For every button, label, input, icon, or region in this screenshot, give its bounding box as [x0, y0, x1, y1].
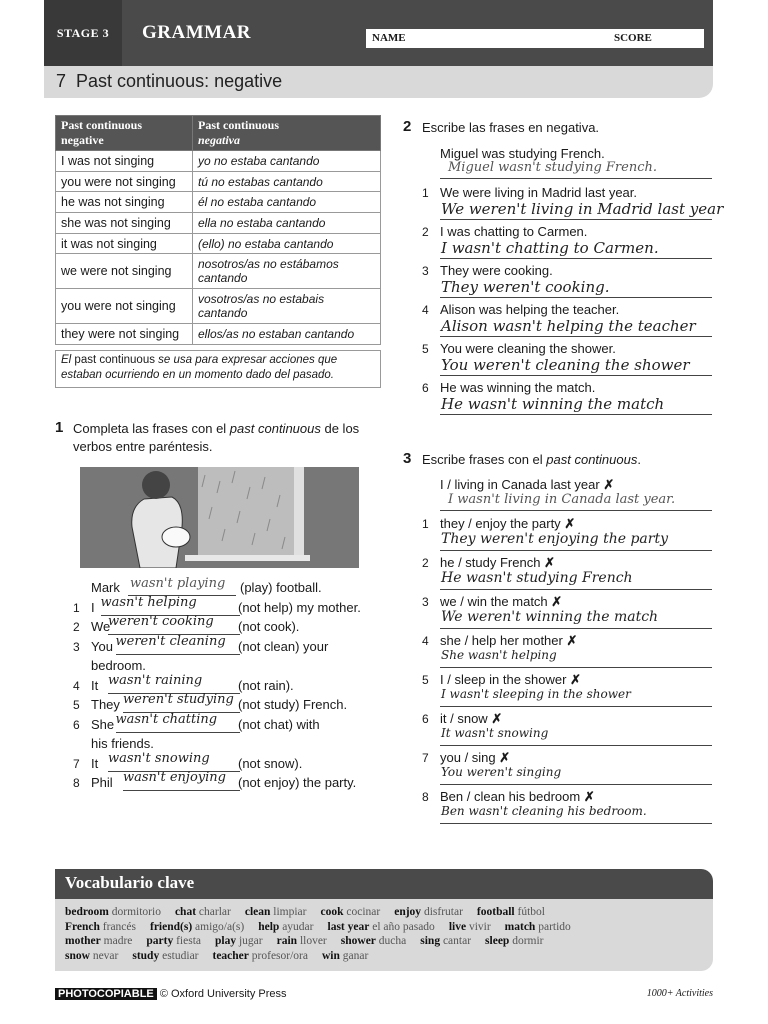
- spanish-form: yo no estaba cantando: [193, 151, 381, 172]
- vocab-word: play: [215, 935, 237, 948]
- handwritten-answer: wasn't helping: [100, 595, 197, 610]
- answer-line[interactable]: [440, 667, 712, 668]
- prompt-text: I / sleep in the shower: [440, 672, 567, 687]
- item-number: 3: [422, 595, 429, 609]
- vocab-word: help: [258, 920, 280, 933]
- grammar-table-header-es: [193, 116, 381, 151]
- vocab-word: snow: [65, 949, 90, 962]
- prompt-text: Ben / clean his bedroom: [440, 789, 581, 804]
- exercise-2-number: 2: [403, 118, 412, 135]
- handwritten-answer: wasn't raining: [108, 673, 203, 688]
- boy-at-rainy-window-illustration: [80, 467, 359, 568]
- english-form: she was not singing: [56, 213, 193, 234]
- stage-label: STAGE 3: [44, 0, 122, 66]
- name-label: NAME: [372, 32, 406, 44]
- note-text: El: [61, 354, 75, 366]
- table-row: [56, 324, 381, 345]
- prompt-text: I / living in Canada last year: [440, 477, 600, 492]
- instruction-text: .: [637, 452, 641, 467]
- vocab-translation: ganar: [342, 949, 369, 962]
- item-hint: (not chat) with: [238, 717, 320, 732]
- vocab-translation: charlar: [198, 906, 231, 918]
- answer-line[interactable]: [440, 784, 712, 785]
- table-row: [56, 192, 381, 213]
- item-prompt: We were living in Madrid last year.: [440, 185, 638, 200]
- item-prompt: [440, 672, 581, 688]
- item-number: 2: [422, 225, 429, 239]
- answer-blank[interactable]: [116, 654, 241, 655]
- section-number: 7: [56, 71, 67, 91]
- item-continuation: his friends.: [91, 736, 154, 751]
- handwritten-answer: You weren't singing: [441, 765, 562, 779]
- item-number: 4: [422, 634, 429, 648]
- spanish-form: (ello) no estaba cantando: [193, 233, 381, 254]
- vocab-word: match: [504, 920, 536, 933]
- exercise-1-instruction: [73, 420, 363, 456]
- example-hint: (play) football.: [240, 580, 322, 595]
- prompt-text: you / sing: [440, 750, 496, 765]
- answer-line[interactable]: [440, 375, 712, 376]
- grammar-note: [55, 350, 381, 388]
- vocab-word: enjoy: [394, 906, 422, 918]
- item-prompt: [440, 555, 555, 571]
- item-continuation: bedroom.: [91, 658, 146, 673]
- example-prompt: Miguel was studying French.: [440, 146, 605, 161]
- item-prompt: He was winning the match.: [440, 380, 596, 395]
- item-number: 5: [422, 673, 429, 687]
- cross-mark-icon: ✗: [583, 789, 595, 804]
- answer-line[interactable]: [440, 628, 712, 629]
- cross-mark-icon: ✗: [491, 711, 503, 726]
- vocab-word: cook: [320, 906, 344, 918]
- instruction-term: past continuous: [229, 421, 321, 436]
- vocab-translation: el año pasado: [372, 920, 435, 933]
- example-answer: Miguel wasn't studying French.: [448, 160, 658, 175]
- section-title-bar: [44, 66, 713, 98]
- vocab-word: football: [476, 906, 515, 918]
- item-number: 7: [73, 757, 80, 771]
- item-hint: (not help) my mother.: [238, 600, 361, 615]
- table-row: [56, 289, 381, 324]
- handwritten-answer: Ben wasn't cleaning his bedroom.: [441, 804, 647, 818]
- handwritten-answer: They weren't enjoying the party: [441, 531, 668, 547]
- english-form: he was not singing: [56, 192, 193, 213]
- item-hint: (not enjoy) the party.: [238, 775, 357, 790]
- item-number: 2: [73, 620, 80, 634]
- footer-copyright: [55, 988, 287, 1000]
- vocab-translation: limpiar: [273, 906, 307, 918]
- note-term: past continuous: [74, 354, 155, 366]
- answer-line[interactable]: [440, 706, 712, 707]
- vocab-word: last year: [327, 920, 370, 933]
- cross-mark-icon: ✗: [566, 633, 578, 648]
- answer-line[interactable]: [440, 823, 712, 824]
- vocab-translation: profesor/ora: [251, 949, 308, 962]
- item-prefix: It: [91, 756, 99, 771]
- spanish-form: ellos/as no estaban cantando: [193, 324, 381, 345]
- vocab-word: win: [321, 949, 340, 962]
- table-row: [56, 254, 381, 289]
- item-hint: (not snow).: [238, 756, 303, 771]
- spanish-form: tú no estabas cantando: [193, 171, 381, 192]
- example-answer: wasn't playing: [130, 576, 226, 591]
- copyright-text: © Oxford University Press: [159, 988, 287, 1000]
- english-form: you were not singing: [56, 171, 193, 192]
- answer-line[interactable]: [440, 414, 712, 415]
- item-number: 3: [73, 640, 80, 654]
- prompt-text: they / enjoy the party: [440, 516, 561, 531]
- vocab-word: bedroom: [65, 906, 109, 918]
- grammar-table: [55, 115, 381, 345]
- vocab-translation: estudiar: [162, 949, 199, 962]
- handwritten-answer: I wasn't sleeping in the shower: [441, 687, 631, 701]
- table-row: [56, 171, 381, 192]
- header-line: negative: [61, 133, 104, 147]
- spanish-form: ella no estaba cantando: [193, 213, 381, 234]
- vocab-translation: jugar: [238, 935, 263, 948]
- header-line: Past continuous: [61, 118, 143, 132]
- item-number: 5: [73, 698, 80, 712]
- english-form: you were not singing: [56, 289, 193, 324]
- item-number: 6: [73, 718, 80, 732]
- vocab-translation: vivir: [468, 920, 491, 933]
- answer-line[interactable]: [440, 510, 712, 511]
- vocabulary-row: [65, 949, 703, 964]
- item-prompt: [440, 789, 595, 805]
- vocab-translation: llover: [299, 935, 327, 948]
- example-prefix: Mark: [91, 580, 120, 595]
- handwritten-answer: wasn't chatting: [115, 712, 218, 727]
- cross-mark-icon: ✗: [603, 477, 615, 492]
- vocabulary-list: [55, 899, 713, 971]
- exercise-3-number: 3: [403, 450, 412, 467]
- table-row: [56, 151, 381, 172]
- prompt-text: it / snow: [440, 711, 488, 726]
- item-prefix: I: [91, 600, 95, 615]
- item-prefix: It: [91, 678, 99, 693]
- vocab-word: party: [146, 935, 174, 948]
- handwritten-answer: wasn't enjoying: [123, 770, 226, 785]
- vocab-word: mother: [65, 935, 101, 948]
- item-number: 7: [422, 751, 429, 765]
- english-form: they were not singing: [56, 324, 193, 345]
- item-number: 1: [422, 186, 429, 200]
- item-prompt: They were cooking.: [440, 263, 553, 278]
- score-label: SCORE: [614, 32, 652, 44]
- cross-mark-icon: ✗: [499, 750, 511, 765]
- item-prefix: They: [91, 697, 120, 712]
- item-prefix: She: [91, 717, 115, 732]
- table-row: [56, 213, 381, 234]
- spanish-form: nosotros/as no estábamos cantando: [193, 254, 381, 289]
- photocopiable-badge: PHOTOCOPIABLE: [55, 988, 157, 1000]
- exercise-2-instruction: Escribe las frases en negativa.: [422, 120, 600, 135]
- answer-line[interactable]: [440, 258, 712, 259]
- prompt-text: we / win the match: [440, 594, 548, 609]
- item-prefix: Phil: [91, 775, 113, 790]
- vocab-word: teacher: [212, 949, 249, 962]
- vocab-translation: disfrutar: [423, 906, 463, 918]
- handwritten-answer: He wasn't studying French: [441, 570, 633, 586]
- answer-line[interactable]: [440, 589, 712, 590]
- vocab-translation: fútbol: [517, 906, 545, 918]
- vocab-translation: francés: [102, 920, 136, 933]
- item-number: 1: [73, 601, 80, 615]
- header-line: negativa: [198, 133, 240, 147]
- instruction-text: de los verbos entre paréntesis.: [73, 421, 360, 454]
- answer-line[interactable]: [440, 219, 712, 220]
- vocabulary-row: [65, 920, 703, 935]
- vocab-translation: ayudar: [282, 920, 314, 933]
- note-text: se usa para expresar acciones que estaban ocurriendo en un momento dado del pasado.: [61, 354, 338, 381]
- handwritten-answer: weren't studying: [123, 692, 234, 707]
- table-row: [56, 233, 381, 254]
- item-hint: (not study) French.: [238, 697, 348, 712]
- vocab-word: sing: [420, 935, 441, 948]
- item-prompt: [440, 711, 502, 727]
- vocab-translation: madre: [103, 935, 133, 948]
- handwritten-answer: weren't cleaning: [115, 634, 226, 649]
- item-prompt: I was chatting to Carmen.: [440, 224, 588, 239]
- english-form: it was not singing: [56, 233, 193, 254]
- item-prompt: You were cleaning the shower.: [440, 341, 616, 356]
- item-number: 6: [422, 381, 429, 395]
- answer-line[interactable]: [440, 745, 712, 746]
- answer-line[interactable]: [440, 297, 712, 298]
- item-hint: (not rain).: [238, 678, 294, 693]
- vocab-translation: fiesta: [176, 935, 201, 948]
- prompt-text: she / help her mother: [440, 633, 563, 648]
- vocab-word: live: [448, 920, 467, 933]
- instruction-term: past continuous: [546, 452, 638, 467]
- exercise-1-number: 1: [55, 419, 64, 436]
- item-number: 1: [422, 517, 429, 531]
- handwritten-answer: He wasn't winning the match: [441, 395, 665, 413]
- instruction-text: Escribe frases con el: [422, 452, 547, 467]
- vocab-translation: ducha: [378, 935, 407, 948]
- vocab-word: clean: [244, 906, 271, 918]
- vocab-word: study: [132, 949, 160, 962]
- item-number: 3: [422, 264, 429, 278]
- vocab-word: shower: [340, 935, 376, 948]
- vocab-word: friend(s): [150, 920, 193, 933]
- vocab-word: French: [65, 920, 100, 933]
- item-number: 8: [73, 776, 80, 790]
- handwritten-answer: Alison wasn't helping the teacher: [441, 317, 696, 335]
- cross-mark-icon: ✗: [570, 672, 581, 687]
- header-title: GRAMMAR: [142, 22, 252, 43]
- item-prefix: We: [91, 619, 111, 634]
- vocab-word: sleep: [485, 935, 510, 948]
- item-number: 4: [422, 303, 429, 317]
- handwritten-answer: It wasn't snowing: [441, 726, 549, 740]
- vocab-translation: cocinar: [346, 906, 381, 918]
- vocab-translation: dormir: [512, 935, 544, 948]
- vocab-translation: dormitorio: [111, 906, 161, 918]
- header-line: Past continuous: [198, 118, 280, 132]
- item-hint: (not clean) your: [238, 639, 329, 654]
- english-form: I was not singing: [56, 151, 193, 172]
- grammar-table-header-en: [56, 116, 193, 151]
- worksheet-header: [44, 0, 713, 66]
- answer-line[interactable]: [440, 178, 712, 179]
- instruction-text: Completa las frases con el: [73, 421, 230, 436]
- item-number: 6: [422, 712, 429, 726]
- vocab-word: rain: [276, 935, 298, 948]
- vocab-translation: amigo/a(s): [195, 920, 245, 933]
- item-prompt: [440, 516, 575, 532]
- handwritten-answer: We weren't living in Madrid last year: [441, 200, 724, 218]
- cross-mark-icon: ✗: [544, 555, 555, 570]
- handwritten-answer: She wasn't helping: [441, 648, 557, 662]
- vocabulary-row: [65, 934, 703, 949]
- handwritten-answer: They weren't cooking.: [441, 278, 610, 296]
- example-answer: I wasn't living in Canada last year.: [448, 492, 676, 507]
- item-prompt: [440, 633, 577, 649]
- prompt-text: he / study French: [440, 555, 541, 570]
- item-prompt: [440, 594, 562, 610]
- footer-series: 1000+ Activities: [646, 988, 713, 999]
- vocab-translation: cantar: [442, 935, 472, 948]
- handwritten-answer: wasn't snowing: [108, 751, 210, 766]
- spanish-form: vosotros/as no estabais cantando: [193, 289, 381, 324]
- cross-mark-icon: ✗: [564, 516, 576, 531]
- answer-line[interactable]: [440, 336, 712, 337]
- answer-blank[interactable]: [116, 732, 241, 733]
- cross-mark-icon: ✗: [551, 594, 563, 609]
- handwritten-answer: We weren't winning the match: [441, 609, 659, 625]
- vocabulary-heading: Vocabulario clave: [55, 869, 713, 899]
- item-prompt: [440, 750, 510, 766]
- item-hint: (not cook).: [238, 619, 300, 634]
- item-number: 5: [422, 342, 429, 356]
- handwritten-answer: weren't cooking: [108, 614, 214, 629]
- english-form: we were not singing: [56, 254, 193, 289]
- exercise-3-instruction: [422, 451, 641, 469]
- item-number: 8: [422, 790, 429, 804]
- section-title: Past continuous: negative: [76, 71, 283, 91]
- vocab-word: chat: [174, 906, 197, 918]
- answer-line[interactable]: [440, 550, 712, 551]
- item-prefix: You: [91, 639, 113, 654]
- example-prompt: [440, 477, 614, 493]
- vocabulary-row: [65, 905, 703, 920]
- vocab-translation: partido: [538, 920, 571, 933]
- item-number: 4: [73, 679, 80, 693]
- answer-blank[interactable]: [123, 790, 240, 791]
- vocab-translation: nevar: [92, 949, 119, 962]
- handwritten-answer: I wasn't chatting to Carmen.: [441, 239, 659, 257]
- item-prompt: Alison was helping the teacher.: [440, 302, 620, 317]
- spanish-form: él no estaba cantando: [193, 192, 381, 213]
- item-number: 2: [422, 556, 429, 570]
- name-score-box[interactable]: [366, 29, 704, 48]
- handwritten-answer: You weren't cleaning the shower: [441, 356, 690, 374]
